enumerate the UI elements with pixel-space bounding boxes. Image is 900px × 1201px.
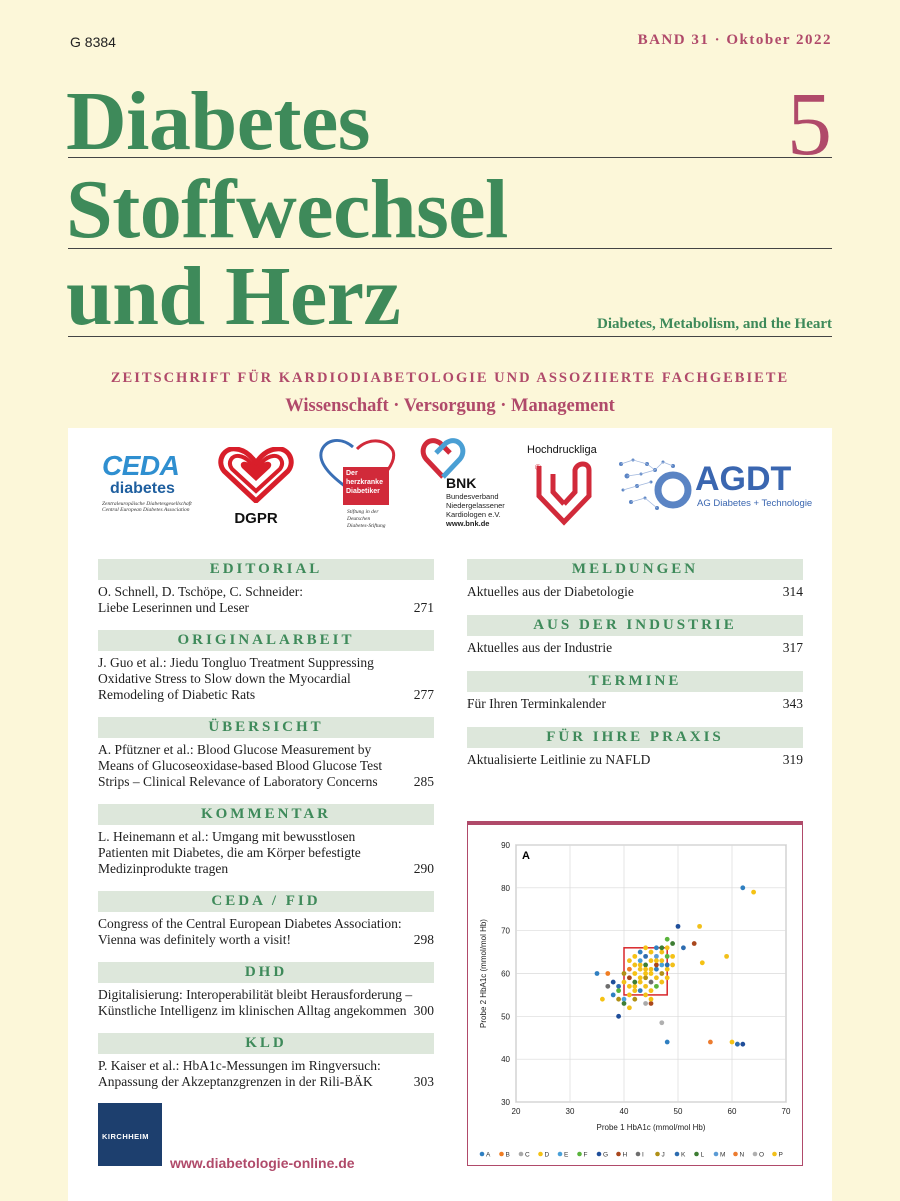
- data-point: [681, 945, 686, 950]
- data-point: [616, 984, 621, 989]
- data-point: [730, 1040, 735, 1045]
- y-tick-label: 50: [501, 1012, 510, 1022]
- y-tick-label: 90: [501, 841, 510, 850]
- legend-label: L: [700, 1151, 705, 1159]
- toc-entry-line: Aktuelles aus der Industrie: [467, 640, 613, 655]
- toc-entry-line: Means of Glucoseoxidase-based Blood Glucose Test: [98, 758, 383, 773]
- data-point: [665, 967, 670, 972]
- data-point: [665, 963, 670, 968]
- legend-label: I: [642, 1151, 644, 1159]
- english-subtitle: Diabetes, Metabolism, and the Heart: [597, 316, 832, 332]
- volume-date: BAND 31 · Oktober 2022: [637, 32, 832, 48]
- toc-entry-line: Liebe Leserinnen und Leser: [98, 600, 250, 615]
- data-point: [654, 984, 659, 989]
- data-point: [649, 997, 654, 1002]
- legend-swatch: [772, 1152, 777, 1157]
- legend-label: P: [778, 1151, 783, 1159]
- toc-page-number: 271: [413, 600, 434, 615]
- svg-text:®: ®: [535, 463, 541, 472]
- legend-swatch: [733, 1152, 738, 1157]
- data-point: [697, 924, 702, 929]
- toc-section-heading: AUS DER INDUSTRIE: [467, 615, 803, 636]
- data-point: [659, 980, 664, 985]
- toc-section-heading: ÜBERSICHT: [98, 717, 434, 738]
- data-point: [670, 954, 675, 959]
- toc-section-heading: TERMINE: [467, 671, 803, 692]
- y-tick-label: 80: [501, 883, 510, 893]
- data-point: [735, 1042, 740, 1047]
- y-tick-label: 60: [501, 969, 510, 979]
- data-point: [627, 958, 632, 963]
- data-point: [643, 967, 648, 972]
- data-point: [649, 971, 654, 976]
- toc-entry-line: A. Pfützner et al.: Blood Glucose Measurement by: [98, 742, 372, 757]
- data-point: [659, 963, 664, 968]
- data-point: [665, 975, 670, 980]
- data-point: [600, 997, 605, 1002]
- data-point: [643, 971, 648, 976]
- title-line-1: Diabetes: [66, 75, 370, 168]
- y-axis-label: Probe 2 HbA1c (mmol/mol Hb): [479, 919, 488, 1028]
- toc-section-heading: KLD: [98, 1033, 434, 1054]
- data-point: [724, 954, 729, 959]
- x-tick-label: 60: [727, 1107, 737, 1116]
- toc-entry-line: Patienten mit Diabetes, die am Körper befestigte: [98, 845, 361, 860]
- legend-swatch: [519, 1152, 524, 1157]
- legend-label: N: [739, 1151, 745, 1159]
- legend-swatch: [675, 1152, 680, 1157]
- x-tick-label: 20: [511, 1107, 521, 1116]
- toc-entry-line: J. Guo et al.: Jiedu Tongluo Treatment Suppressing: [98, 655, 374, 670]
- data-point: [632, 997, 637, 1002]
- toc-entry[interactable]: [467, 636, 803, 656]
- toc-entry-line: Remodeling of Diabetic Rats: [98, 687, 256, 702]
- bnk-logo-caption: [446, 492, 505, 528]
- dgpr-logo: [218, 447, 294, 527]
- data-point: [670, 941, 675, 946]
- herz-logo-text: Stiftung in der: [347, 509, 379, 515]
- data-point: [622, 997, 627, 1002]
- data-point: [665, 954, 670, 959]
- data-point: [659, 1020, 664, 1025]
- chart-panel-label: A: [522, 850, 530, 862]
- data-point: [611, 993, 616, 998]
- toc-entry-line: Anpassung der Akzeptanzgrenzen in der Rili-BÄK: [98, 1074, 373, 1089]
- legend-label: M: [720, 1151, 726, 1159]
- data-point: [638, 958, 643, 963]
- x-axis-label: Probe 1 HbA1c (mmol/mol Hb): [596, 1123, 706, 1132]
- ceda-logo-text: Central European Diabetes Association: [102, 507, 190, 513]
- data-point: [627, 984, 632, 989]
- data-point: [622, 980, 627, 985]
- data-point: [605, 984, 610, 989]
- data-point: [616, 997, 621, 1002]
- toc-entry[interactable]: [467, 580, 803, 600]
- toc-page-number: 303: [413, 1074, 434, 1089]
- toc-entry-line: Aktuelles aus der Diabetologie: [467, 584, 634, 599]
- data-point: [643, 984, 648, 989]
- data-point: [659, 971, 664, 976]
- shield-heart-icon: [529, 460, 599, 526]
- data-point: [654, 975, 659, 980]
- data-point: [632, 988, 637, 993]
- data-point: [665, 937, 670, 942]
- data-point: [665, 1040, 670, 1045]
- toc-right-column: [467, 559, 803, 783]
- herz-logo-caption: [347, 509, 386, 530]
- legend-swatch: [714, 1152, 719, 1157]
- toc-entry-line: Medizinprodukte tragen: [98, 861, 229, 876]
- legend-swatch: [577, 1152, 582, 1157]
- toc-page-number: 285: [413, 774, 434, 789]
- legend-label: A: [486, 1151, 491, 1159]
- legend-label: J: [661, 1151, 665, 1159]
- herz-logo-text: Diabetiker: [346, 488, 380, 495]
- data-point: [751, 890, 756, 895]
- title-line-3: und Herz: [66, 250, 401, 343]
- data-point: [605, 971, 610, 976]
- x-tick-label: 70: [781, 1107, 791, 1116]
- toc-entry[interactable]: [98, 825, 434, 877]
- toc-page-number: 290: [413, 861, 434, 876]
- data-point: [638, 950, 643, 955]
- legend-swatch: [655, 1152, 660, 1157]
- toc-page-number: 277: [413, 687, 434, 702]
- ceda-logo-name: CEDA: [102, 450, 180, 481]
- data-point: [649, 988, 654, 993]
- x-tick-label: 40: [619, 1107, 629, 1116]
- data-point: [627, 967, 632, 972]
- toc-section-heading: ORIGINALARBEIT: [98, 630, 434, 651]
- data-point: [740, 1042, 745, 1047]
- toc-entry[interactable]: [98, 580, 434, 616]
- legend-label: B: [505, 1151, 510, 1159]
- data-point: [632, 954, 637, 959]
- legend-label: H: [622, 1151, 628, 1159]
- toc-entry-line: Aktualisierte Leitlinie zu NAFLD: [467, 752, 651, 767]
- network-icon: [617, 456, 697, 518]
- data-point: [595, 971, 600, 976]
- toc-section-heading: KOMMENTAR: [98, 804, 434, 825]
- legend-swatch: [694, 1152, 699, 1157]
- herz-diabetiker-badge: [343, 467, 389, 505]
- toc-entry-line: Strips – Clinical Relevance of Laboratory Concerns: [98, 774, 378, 789]
- hochdruckliga-logo-text: Hochdruckliga: [527, 444, 597, 456]
- legend-label: D: [544, 1151, 550, 1159]
- data-point: [649, 958, 654, 963]
- dgpr-logo-text: DGPR: [234, 510, 278, 527]
- legend-swatch: [480, 1152, 485, 1157]
- data-point: [649, 950, 654, 955]
- data-point: [622, 1001, 627, 1006]
- x-tick-label: 30: [565, 1107, 575, 1116]
- legend-label: G: [603, 1151, 609, 1159]
- toc-entry[interactable]: [467, 748, 803, 768]
- legend-swatch: [538, 1152, 543, 1157]
- bnk-logo-text: Kardiologen e.V.: [446, 510, 501, 519]
- data-point: [632, 963, 637, 968]
- data-point: [692, 941, 697, 946]
- data-point: [659, 945, 664, 950]
- y-tick-label: 30: [501, 1098, 510, 1107]
- legend-label: C: [525, 1151, 530, 1159]
- bnk-logo: [420, 437, 510, 537]
- data-point: [654, 954, 659, 959]
- toc-section-heading: CEDA / FID: [98, 891, 434, 912]
- bnk-logo-text: Niedergelassener: [446, 501, 505, 510]
- data-point: [654, 967, 659, 972]
- toc-entry-line: Vienna was definitely worth a visit!: [98, 932, 292, 947]
- legend-label: K: [681, 1151, 686, 1159]
- toc-entry[interactable]: [467, 692, 803, 712]
- data-point: [649, 967, 654, 972]
- bnk-logo-text: www.bnk.de: [446, 519, 490, 528]
- data-point: [708, 1040, 713, 1045]
- toc-entry-line: Für Ihren Terminkalender: [467, 696, 607, 711]
- herz-logo-text: Deutschen: [347, 516, 371, 522]
- data-point: [643, 954, 648, 959]
- toc-entry[interactable]: [98, 651, 434, 703]
- data-point: [643, 993, 648, 998]
- data-point: [627, 993, 632, 998]
- legend-swatch: [636, 1152, 641, 1157]
- agdt-logo-text: AG Diabetes + Technologie: [697, 498, 813, 509]
- data-point: [627, 1005, 632, 1010]
- toc-page-number: 300: [413, 1003, 434, 1018]
- herz-logo-text: herzkranke: [346, 479, 383, 486]
- x-tick-label: 50: [673, 1107, 683, 1116]
- data-point: [643, 1001, 648, 1006]
- heart-knot-icon: [420, 437, 466, 479]
- toc-entry[interactable]: [98, 1054, 434, 1090]
- y-tick-label: 40: [501, 1055, 510, 1065]
- data-point: [638, 975, 643, 980]
- data-point: [659, 950, 664, 955]
- toc-entry-line: P. Kaiser et al.: HbA1c-Messungen im Ringversuch:: [98, 1058, 381, 1073]
- toc-entry-line: Künstliche Intelligenz im klinischen Alltag angekommen: [98, 1003, 407, 1018]
- toc-entry[interactable]: [98, 983, 434, 1019]
- legend-label: F: [583, 1151, 588, 1159]
- data-point: [740, 885, 745, 890]
- toc-section-heading: DHD: [98, 962, 434, 983]
- legend-swatch: [753, 1152, 758, 1157]
- journal-tagline: Wissenschaft · Versorgung · Management: [285, 396, 615, 416]
- data-point: [643, 945, 648, 950]
- toc-entry-line: Digitalisierung: Interoperabilität bleibt Herausforderung –: [98, 987, 413, 1002]
- data-point: [616, 988, 621, 993]
- bnk-logo-name: BNK: [446, 475, 477, 491]
- data-point: [638, 963, 643, 968]
- legend-label: E: [564, 1151, 569, 1159]
- toc-entry[interactable]: [98, 912, 434, 948]
- toc-page-number: 298: [413, 932, 434, 947]
- legend-label: O: [759, 1151, 765, 1159]
- website-link[interactable]: www.diabetologie-online.de: [170, 1155, 355, 1171]
- data-point: [643, 963, 648, 968]
- toc-entry-line: O. Schnell, D. Tschöpe, C. Schneider:: [98, 584, 304, 599]
- title-line-2: Stoffwechsel: [66, 163, 508, 256]
- toc-page-number: 319: [782, 752, 803, 767]
- legend-swatch: [499, 1152, 504, 1157]
- data-point: [649, 1001, 654, 1006]
- toc-entry[interactable]: [98, 738, 434, 790]
- data-point: [665, 945, 670, 950]
- herz-diabetiker-logo: [317, 437, 397, 533]
- agdt-logo: [617, 456, 813, 518]
- legend-swatch: [558, 1152, 563, 1157]
- data-point: [638, 967, 643, 972]
- issue-number: 5: [787, 75, 832, 174]
- ceda-logo: [102, 452, 202, 513]
- data-point: [622, 971, 627, 976]
- data-point: [632, 971, 637, 976]
- data-point: [676, 924, 681, 929]
- herz-logo-text: Der: [346, 470, 358, 477]
- herz-logo-text: Diabetes-Stiftung: [347, 523, 386, 529]
- journal-description: ZEITSCHRIFT FÜR KARDIODIABETOLOGIE UND ASSOZIIERTE FACHGEBIETE: [110, 370, 790, 386]
- y-tick-label: 70: [501, 926, 510, 936]
- ceda-logo-sub: diabetes: [110, 480, 175, 497]
- toc-page-number: 343: [782, 696, 803, 711]
- toc-entry-line: L. Heinemann et al.: Umgang mit bewusstlosen: [98, 829, 356, 844]
- data-point: [654, 958, 659, 963]
- toc-page-number: 314: [782, 584, 803, 599]
- data-point: [670, 963, 675, 968]
- toc-page-number: 317: [782, 640, 803, 655]
- publisher-name: KIRCHHEIM: [102, 1132, 149, 1141]
- data-point: [649, 980, 654, 985]
- data-point: [632, 980, 637, 985]
- agdt-logo-name: AGDT: [695, 460, 792, 498]
- data-point: [616, 1014, 621, 1019]
- data-point: [643, 975, 648, 980]
- data-point: [638, 980, 643, 985]
- data-point: [659, 958, 664, 963]
- toc-left-column: [98, 559, 434, 1104]
- data-point: [700, 960, 705, 965]
- bnk-logo-text: Bundesverband: [446, 492, 499, 501]
- hba1c-scatter-chart: [468, 825, 802, 1165]
- publisher-logo: [98, 1103, 162, 1166]
- toc-section-heading: FÜR IHRE PRAXIS: [467, 727, 803, 748]
- data-point: [654, 945, 659, 950]
- figure-frame: [467, 821, 803, 1166]
- data-point: [638, 988, 643, 993]
- journal-code: G 8384: [70, 34, 116, 50]
- legend-swatch: [616, 1152, 621, 1157]
- ceda-logo-text: Zentraleuropäische Diabetesgesellschaft: [102, 501, 192, 507]
- hochdruckliga-logo: [527, 444, 607, 530]
- data-point: [632, 984, 637, 989]
- toc-entry-line: Congress of the Central European Diabetes Association:: [98, 916, 402, 931]
- data-point: [654, 963, 659, 968]
- toc-entry-line: Oxidative Stress to Slow down the Myocardial: [98, 671, 351, 686]
- legend-swatch: [597, 1152, 602, 1157]
- heart-icon: [218, 447, 294, 503]
- toc-section-heading: EDITORIAL: [98, 559, 434, 580]
- data-point: [611, 980, 616, 985]
- toc-section-heading: MELDUNGEN: [467, 559, 803, 580]
- data-point: [627, 975, 632, 980]
